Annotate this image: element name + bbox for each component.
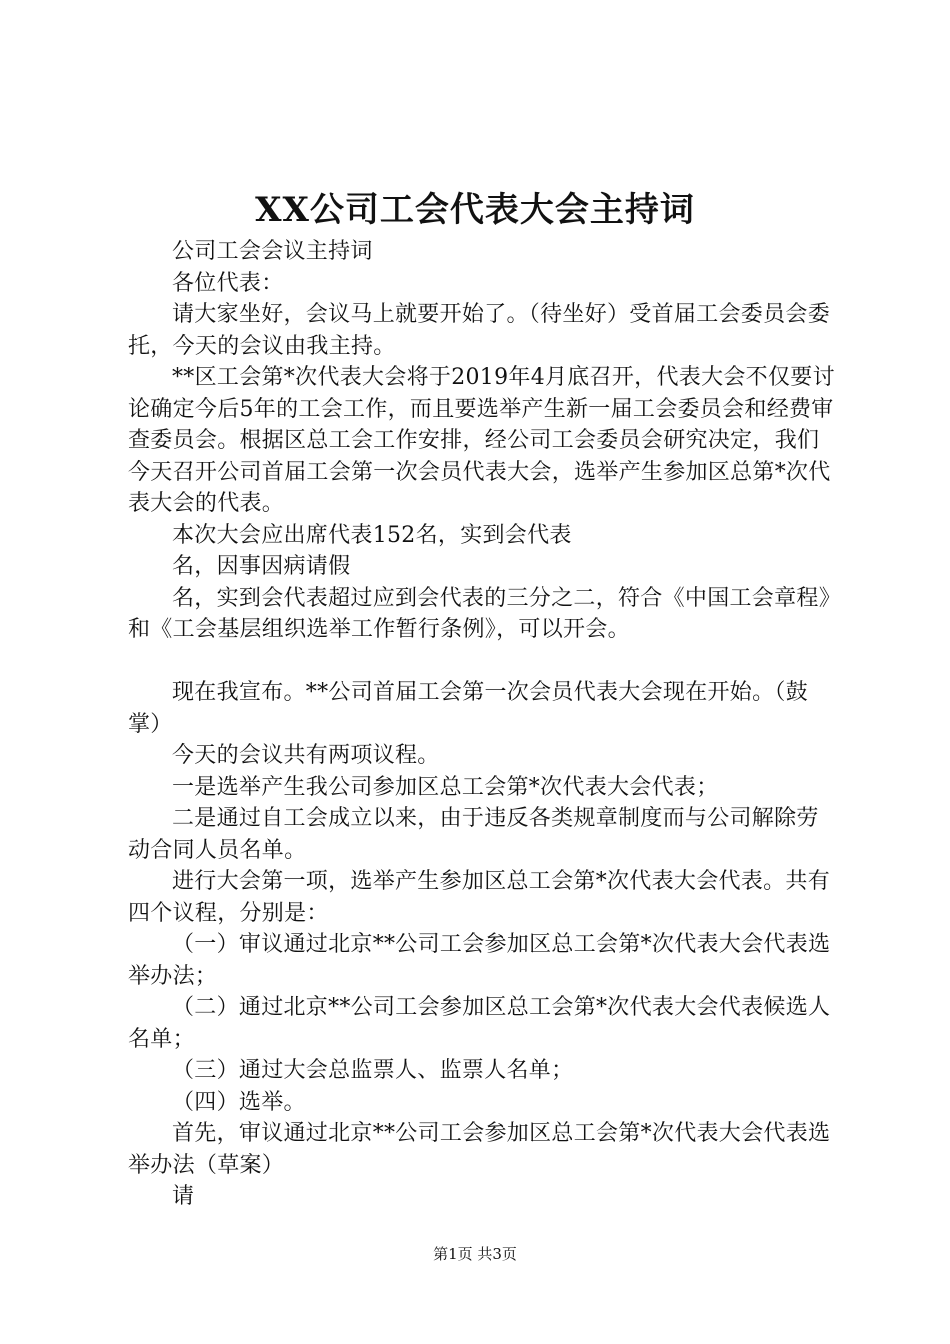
paragraph: 各位代表： [172,270,284,296]
document-title: XX公司工会代表大会主持词 [255,190,695,230]
paragraph: 请大家坐好，会议马上就要开始了。（待坐好）受首届工会委员会委托，今天的会议由我主持。 [128,302,831,359]
paragraph: 请 [172,1184,195,1209]
paragraph: 一是选举产生我公司参加区总工会第*次代表大会代表； [172,774,719,800]
paragraph: （三）通过大会总监票人、监票人名单； [172,1058,574,1083]
paragraph: **区工会第*次代表大会将于2019年4月底召开，代表大会不仅要讨论确定今后5年的工会工作，而且要选举产生新一届工会委员会和经费审查委员会。根据区总工会工作安排，经公司工会委员会研究决定，我们今天召开公司首届工会第一次会员代表大会，选举产生参加区总第*次代表大会的代表。 [128,365,835,516]
paragraph: 首先，审议通过北京**公司工会参加区总工会第*次代表大会代表选举办法（草案） [128,1121,831,1178]
paragraph: 本次大会应出席代表152名，实到会代表 [172,522,572,548]
paragraph: 二是通过自工会成立以来，由于违反各类规章制度而与公司解除劳动合同人员名单。 [128,806,819,863]
paragraph: 公司工会会议主持词 [172,239,373,264]
paragraph: （二）通过北京**公司工会参加区总工会第*次代表大会代表候选人名单； [128,995,831,1052]
document-body [128,236,838,1213]
blank-line [128,646,838,678]
paragraph: 今天的会议共有两项议程。 [172,743,440,768]
paragraph: 进行大会第一项，选举产生参加区总工会第*次代表大会代表。共有四个议程，分别是： [128,869,831,926]
paragraph: 现在我宣布。**公司首届工会第一次会员代表大会现在开始。（鼓掌） [128,680,809,737]
paragraph: （四）选举。 [172,1089,306,1115]
paragraph: 名，实到会代表超过应到会代表的三分之二，符合《中国工会章程》和《工会基层组织选举工作暂行条例》，可以开会。 [128,585,831,642]
page-footer: 第1页 共3页 [433,1245,517,1263]
paragraph: （一）审议通过北京**公司工会参加区总工会第*次代表大会代表选举办法； [128,932,831,989]
paragraph: 名，因事因病请假 [172,554,351,579]
